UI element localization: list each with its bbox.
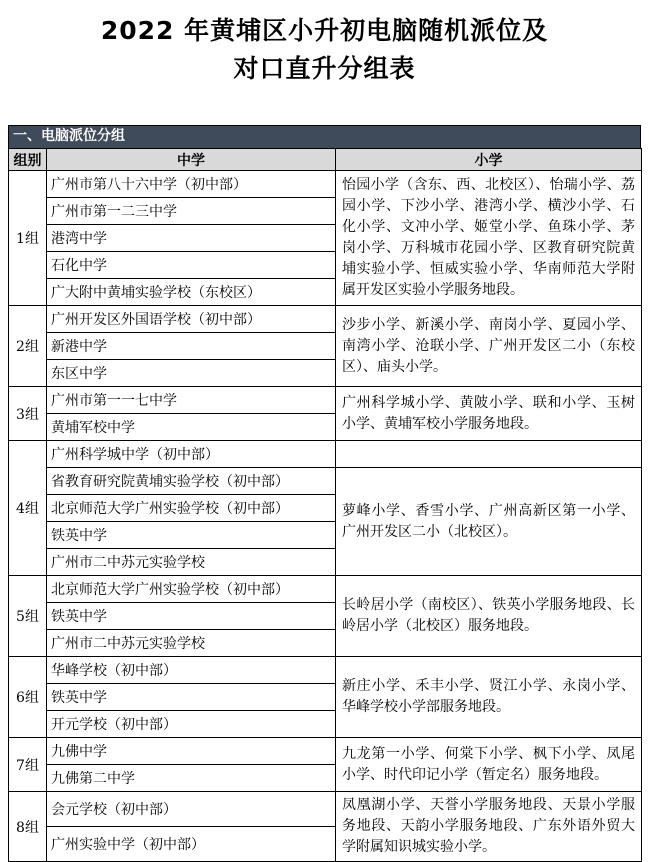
table-row xyxy=(9,576,642,603)
table-row xyxy=(9,468,642,495)
primary-school-cell: 九龙第一小学、何棠下小学、枫下小学、凤尾小学、时代印记小学（暂定名）服务地段。 xyxy=(336,738,642,792)
section-header: 一、电脑派位分组 xyxy=(8,125,641,148)
middle-school-cell: 新港中学 xyxy=(47,333,336,360)
table-row xyxy=(9,792,642,827)
table-row xyxy=(9,441,642,468)
middle-school-cell: 广州市二中苏元实验学校 xyxy=(47,630,336,657)
middle-school-cell: 港湾中学 xyxy=(47,225,336,252)
column-header-group: 组别 xyxy=(9,149,47,171)
middle-school-cell: 铁英中学 xyxy=(47,522,336,549)
table-row xyxy=(9,387,642,414)
middle-school-cell: 广州市第一一七中学 xyxy=(47,387,336,414)
group-label-cell: 1组 xyxy=(9,171,47,306)
primary-school-cell: 萝峰小学、香雪小学、广州高新区第一小学、广州开发区二小（北校区）。 xyxy=(336,468,642,576)
table-row xyxy=(9,306,642,333)
middle-school-cell: 广州实验中学（初中部） xyxy=(47,827,336,862)
column-header-primary-school: 小学 xyxy=(336,149,642,171)
table-header-row xyxy=(9,149,642,171)
middle-school-cell: 广州市第八十六中学（初中部） xyxy=(47,171,336,198)
table-row xyxy=(9,738,642,765)
middle-school-cell: 铁英中学 xyxy=(47,684,336,711)
middle-school-cell: 会元学校（初中部） xyxy=(47,792,336,827)
grouping-table-body xyxy=(9,171,642,862)
middle-school-cell: 东区中学 xyxy=(47,360,336,387)
group-label-cell: 4组 xyxy=(9,441,47,576)
middle-school-cell: 北京师范大学广州实验学校（初中部） xyxy=(47,495,336,522)
group-label-cell: 3组 xyxy=(9,387,47,441)
middle-school-cell: 石化中学 xyxy=(47,252,336,279)
primary-school-cell: 广州科学城小学、黄陂小学、联和小学、玉树小学、黄埔军校小学服务地段。 xyxy=(336,387,642,441)
primary-school-cell: 沙步小学、新溪小学、南岗小学、夏园小学、南湾小学、沧联小学、广州开发区二小（东校区）、庙头小学。 xyxy=(336,306,642,387)
middle-school-cell: 广大附中黄埔实验学校（东校区） xyxy=(47,279,336,306)
group-label-cell: 5组 xyxy=(9,576,47,657)
primary-school-cell xyxy=(336,441,642,468)
middle-school-cell: 华峰学校（初中部） xyxy=(47,657,336,684)
middle-school-cell: 铁英中学 xyxy=(47,603,336,630)
table-row xyxy=(9,171,642,198)
middle-school-cell: 广州市第一二三中学 xyxy=(47,198,336,225)
middle-school-cell: 省教育研究院黄埔实验学校（初中部） xyxy=(47,468,336,495)
middle-school-cell: 九佛第二中学 xyxy=(47,765,336,792)
group-label-cell: 7组 xyxy=(9,738,47,792)
primary-school-cell: 新庄小学、禾丰小学、贤江小学、永岗小学、华峰学校小学部服务地段。 xyxy=(336,657,642,738)
page-title xyxy=(8,12,641,87)
column-header-middle-school: 中学 xyxy=(47,149,336,171)
primary-school-cell: 怡园小学（含东、西、北校区）、怡瑞小学、荔园小学、下沙小学、港湾小学、横沙小学、石化小学、文冲小学、姬堂小学、鱼珠小学、茅岗小学、万科城市花园小学、区教育研究院黄埔实验小学、恒威实验小学、华南师范大学附属开发区实验小学服务地段。 xyxy=(336,171,642,306)
page-title-line2: 对口直升分组表 xyxy=(233,53,416,83)
middle-school-cell: 广州市二中苏元实验学校 xyxy=(47,549,336,576)
table-row xyxy=(9,657,642,684)
grouping-table xyxy=(8,148,642,862)
primary-school-cell: 长岭居小学（南校区）、铁英小学服务地段、长岭居小学（北校区）服务地段。 xyxy=(336,576,642,657)
middle-school-cell: 黄埔军校中学 xyxy=(47,414,336,441)
group-label-cell: 2组 xyxy=(9,306,47,387)
middle-school-cell: 北京师范大学广州实验学校（初中部） xyxy=(47,576,336,603)
middle-school-cell: 开元学校（初中部） xyxy=(47,711,336,738)
middle-school-cell: 广州科学城中学（初中部） xyxy=(47,441,336,468)
primary-school-cell: 凤凰湖小学、天誉小学服务地段、天景小学服务地段、天韵小学服务地段、广东外语外贸大学附属知识城实验小学。 xyxy=(336,792,642,862)
group-label-cell: 6组 xyxy=(9,657,47,738)
group-label-cell: 8组 xyxy=(9,792,47,862)
middle-school-cell: 广州开发区外国语学校（初中部） xyxy=(47,306,336,333)
page-title-line1: 2022 年黄埔区小升初电脑随机派位及 xyxy=(100,16,549,45)
middle-school-cell: 九佛中学 xyxy=(47,738,336,765)
